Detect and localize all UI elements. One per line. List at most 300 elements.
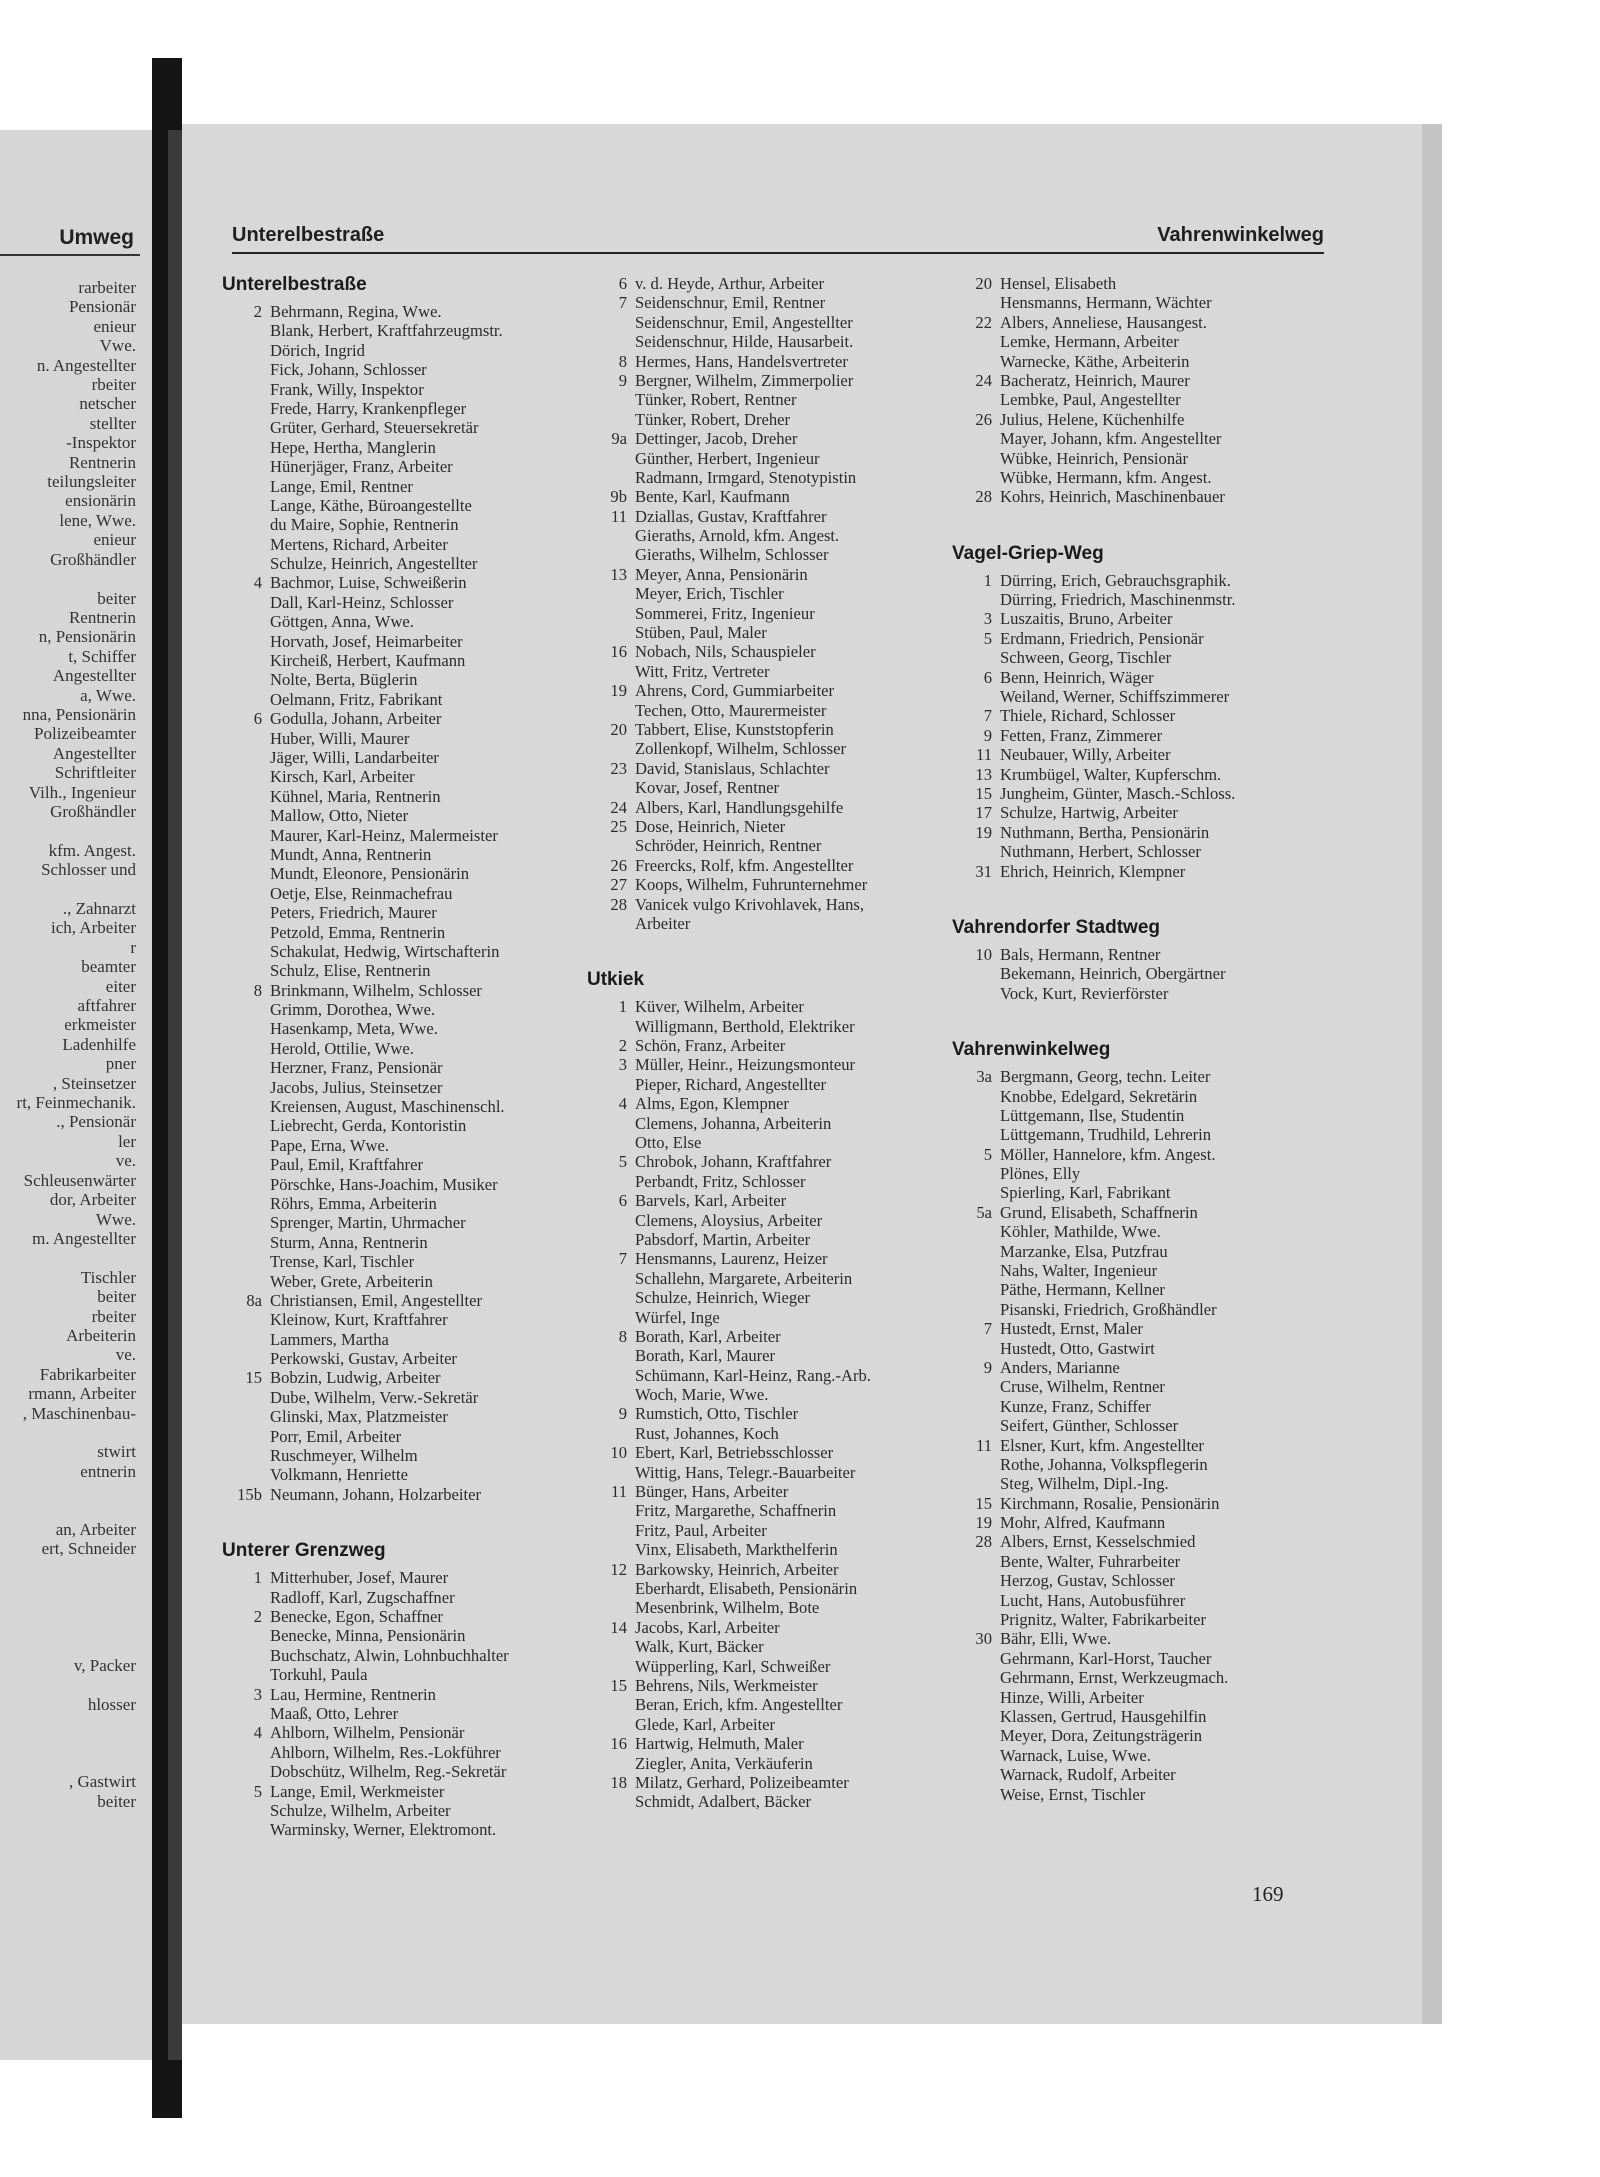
resident-entry	[952, 1494, 1312, 1513]
resident-entry	[587, 332, 947, 351]
resident-entry	[222, 845, 582, 864]
resident-text: Küver, Wilhelm, Arbeiter	[635, 997, 804, 1017]
street-section	[587, 969, 947, 1811]
house-number: 19	[975, 822, 992, 842]
resident-text: Lüttgemann, Ilse, Studentin	[1000, 1105, 1185, 1125]
house-number: 23	[610, 758, 627, 778]
resident-entry	[952, 1513, 1312, 1532]
running-head-left: Unterelbestraße	[232, 224, 385, 246]
left-page-line	[0, 1481, 136, 1500]
house-number	[222, 787, 270, 806]
resident-entry	[222, 1000, 582, 1019]
house-number: 5	[983, 628, 992, 648]
house-number	[587, 701, 635, 720]
house-number	[587, 1346, 635, 1365]
house-number: 8	[618, 351, 627, 371]
gutter-shadow	[168, 130, 182, 2060]
house-number: 5a	[976, 1202, 992, 1222]
street-section	[952, 543, 1312, 881]
resident-text: Dose, Heinrich, Nieter	[635, 816, 786, 836]
left-page-line: beamter	[81, 957, 136, 977]
left-page-line: Pensionär	[68, 297, 136, 317]
house-number: 15	[975, 1493, 992, 1513]
resident-text: Tünker, Robert, Rentner	[635, 390, 797, 410]
resident-text: Bals, Hermann, Rentner	[1000, 944, 1161, 964]
resident-text: Nuthmann, Bertha, Pensionärin	[1000, 822, 1210, 842]
resident-entry	[952, 1552, 1312, 1571]
resident-entry	[952, 1106, 1312, 1125]
resident-text: Vinx, Elisabeth, Markthelferin	[635, 1540, 838, 1560]
house-number	[952, 1377, 1000, 1396]
house-number	[952, 1688, 1000, 1707]
house-number: 9b	[610, 487, 627, 507]
resident-text: Glinski, Max, Platzmeister	[270, 1407, 448, 1427]
resident-entry	[587, 778, 947, 797]
resident-entry	[587, 1598, 947, 1617]
resident-text: Dziallas, Gustav, Kraftfahrer	[635, 506, 827, 526]
house-number	[587, 1230, 635, 1249]
resident-entry	[587, 720, 947, 739]
resident-text: Weise, Ernst, Tischler	[1000, 1784, 1146, 1804]
house-number	[952, 1455, 1000, 1474]
resident-text: Schulz, Elise, Rentnerin	[270, 961, 431, 981]
resident-text: Neubauer, Willy, Arbeiter	[1000, 745, 1171, 765]
resident-entry	[952, 1067, 1312, 1086]
resident-entry	[952, 1125, 1312, 1144]
resident-entry	[222, 321, 582, 340]
resident-text: Hustedt, Ernst, Maler	[1000, 1319, 1143, 1339]
house-number	[222, 1646, 270, 1665]
resident-text: Bergner, Wilhelm, Zimmerpolier	[635, 370, 854, 390]
house-number	[222, 496, 270, 515]
resident-text: Eberhardt, Elisabeth, Pensionärin	[635, 1579, 858, 1598]
resident-text: Nuthmann, Herbert, Schlosser	[1000, 842, 1201, 862]
left-page-line	[0, 569, 136, 588]
resident-entry	[952, 1164, 1312, 1183]
resident-text: Gieraths, Arnold, kfm. Angest.	[635, 526, 840, 546]
resident-entry	[587, 1443, 947, 1462]
resident-text: Perbandt, Fritz, Schlosser	[635, 1171, 806, 1191]
house-number	[587, 623, 635, 642]
house-number	[222, 651, 270, 670]
house-number	[952, 964, 1000, 983]
resident-text: Meyer, Dora, Zeitungsträgerin	[1000, 1726, 1203, 1746]
house-number	[587, 526, 635, 545]
resident-text: Herzog, Gustav, Schlosser	[1000, 1571, 1175, 1591]
house-number	[587, 1598, 635, 1617]
resident-text: Brinkmann, Wilhelm, Schlosser	[270, 980, 482, 1000]
resident-entry	[222, 1136, 582, 1155]
resident-entry	[952, 1261, 1312, 1280]
resident-entry	[222, 1155, 582, 1174]
house-number	[952, 1610, 1000, 1629]
resident-entry	[587, 1540, 947, 1559]
resident-entry	[587, 681, 947, 700]
resident-text: Trense, Karl, Tischler	[270, 1252, 415, 1272]
page-number: 169	[1252, 1882, 1284, 1906]
house-number: 15	[245, 1368, 262, 1388]
resident-text: Dube, Wilhelm, Verw.-Sekretär	[270, 1387, 479, 1407]
resident-text: Grimm, Dorothea, Wwe.	[270, 1000, 436, 1020]
resident-entry	[222, 1446, 582, 1465]
resident-entry	[222, 981, 582, 1000]
resident-text: Jäger, Willi, Landarbeiter	[270, 747, 439, 767]
house-number	[222, 1310, 270, 1329]
resident-text: Hensmanns, Hermann, Wächter	[1000, 293, 1212, 313]
resident-text: Meyer, Anna, Pensionärin	[635, 564, 808, 584]
house-number	[952, 1416, 1000, 1435]
left-page-line: t, Schiffer	[68, 646, 136, 666]
house-number	[222, 1116, 270, 1135]
house-number: 15b	[237, 1484, 262, 1504]
resident-text: Hustedt, Otto, Gastwirt	[1000, 1338, 1155, 1358]
house-number: 19	[610, 681, 627, 701]
resident-text: Thiele, Richard, Schlosser	[1000, 706, 1176, 726]
resident-entry	[952, 1280, 1312, 1299]
resident-text: Julius, Helene, Küchenhilfe	[1000, 409, 1185, 429]
resident-text: Herold, Ottilie, Wwe.	[270, 1038, 414, 1058]
house-number: 28	[975, 1532, 992, 1552]
resident-text: Behrmann, Regina, Wwe.	[270, 302, 442, 321]
house-number	[222, 1801, 270, 1820]
house-number: 8	[253, 980, 262, 1000]
house-number	[222, 923, 270, 942]
resident-text: Clemens, Aloysius, Arbeiter	[635, 1210, 823, 1230]
left-page-line: beiter	[97, 1287, 136, 1307]
left-page-line: ve.	[115, 1345, 136, 1365]
resident-entry	[222, 515, 582, 534]
house-number	[587, 1133, 635, 1152]
house-number	[222, 748, 270, 767]
house-number	[952, 1164, 1000, 1183]
resident-entry	[952, 1358, 1312, 1377]
house-number: 11	[611, 506, 627, 526]
resident-text: Hepe, Hertha, Manglerin	[270, 437, 436, 457]
resident-entry	[952, 1668, 1312, 1687]
left-page-line: rmann, Arbeiter	[28, 1384, 136, 1404]
resident-entry	[952, 1474, 1312, 1493]
street-section	[952, 1039, 1312, 1804]
resident-entry	[952, 468, 1312, 487]
house-number	[587, 1366, 635, 1385]
house-number	[222, 593, 270, 612]
resident-entry	[587, 293, 947, 312]
resident-text: Schmidt, Adalbert, Bäcker	[635, 1792, 812, 1812]
resident-text: Glede, Karl, Arbeiter	[635, 1714, 776, 1734]
house-number: 9	[983, 725, 992, 745]
resident-entry	[587, 1249, 947, 1268]
left-page-line: rt, Feinmechanik.	[16, 1093, 136, 1113]
street-heading: Unterer Grenzweg	[222, 1540, 386, 1562]
left-page-line: teilungsleiter	[47, 472, 136, 492]
resident-entry	[222, 535, 582, 554]
resident-text: Wittig, Hans, Telegr.-Bauarbeiter	[635, 1462, 856, 1482]
house-number	[222, 399, 270, 418]
house-number	[222, 612, 270, 631]
resident-entry	[952, 487, 1312, 506]
resident-text: Bente, Walter, Fuhrarbeiter	[1000, 1551, 1181, 1571]
resident-entry	[952, 648, 1312, 667]
resident-text: Mallow, Otto, Nieter	[270, 806, 409, 826]
left-page-line: Vwe.	[99, 336, 136, 356]
house-number	[222, 1194, 270, 1213]
resident-entry	[222, 1175, 582, 1194]
house-number: 3	[253, 1684, 262, 1704]
resident-text: Otto, Else	[635, 1133, 702, 1153]
house-number	[222, 942, 270, 961]
resident-entry	[587, 1346, 947, 1365]
house-number	[952, 1183, 1000, 1202]
resident-entry	[952, 590, 1312, 609]
resident-text: Grund, Elisabeth, Schaffnerin	[1000, 1202, 1198, 1222]
resident-text: Kovar, Josef, Rentner	[635, 778, 780, 798]
house-number	[952, 1300, 1000, 1319]
resident-entry	[222, 612, 582, 631]
resident-entry	[587, 1773, 947, 1792]
house-number	[952, 1261, 1000, 1280]
resident-text: Hensel, Elisabeth	[1000, 274, 1117, 293]
resident-text: Ziegler, Anita, Verkäuferin	[635, 1753, 813, 1773]
house-number: 11	[976, 1435, 992, 1455]
resident-text: Bähr, Elli, Wwe.	[1000, 1629, 1112, 1649]
house-number	[952, 1242, 1000, 1261]
house-number	[587, 1211, 635, 1230]
resident-text: Ahrens, Cord, Gummiarbeiter	[635, 681, 835, 701]
resident-text: Wübke, Hermann, kfm. Angest.	[1000, 467, 1212, 487]
column-2	[587, 274, 947, 1812]
resident-entry	[952, 1532, 1312, 1551]
resident-text: Buchschatz, Alwin, Lohnbuchhalter	[270, 1645, 509, 1665]
resident-entry	[952, 1203, 1312, 1222]
left-page-line: Vilh., Ingenieur	[28, 782, 136, 802]
resident-entry	[952, 803, 1312, 822]
resident-entry	[952, 352, 1312, 371]
resident-entry	[952, 1222, 1312, 1241]
resident-entry	[222, 961, 582, 980]
resident-text: Mundt, Anna, Rentnerin	[270, 844, 432, 864]
resident-entry	[587, 545, 947, 564]
house-number	[952, 842, 1000, 861]
resident-entry	[222, 302, 582, 321]
house-number	[587, 739, 635, 758]
left-page-line	[0, 1636, 136, 1655]
resident-entry	[587, 1792, 947, 1811]
left-page-line: ensionärin	[65, 491, 136, 511]
resident-text: Erdmann, Friedrich, Pensionär	[1000, 628, 1204, 648]
left-page-line: Schleusenwärter	[23, 1170, 136, 1190]
house-number: 5	[253, 1781, 262, 1801]
house-number	[952, 1106, 1000, 1125]
resident-entry	[222, 826, 582, 845]
house-number	[222, 1588, 270, 1607]
house-number: 12	[610, 1559, 627, 1579]
house-number	[587, 313, 635, 332]
resident-entry	[222, 632, 582, 651]
left-page-line: ich, Arbeiter	[51, 918, 136, 938]
resident-text: Kircheiß, Herbert, Kaufmann	[270, 651, 466, 671]
resident-entry	[222, 438, 582, 457]
house-number: 19	[975, 1513, 992, 1533]
resident-entry	[952, 1242, 1312, 1261]
left-page-line: n. Angestellter	[36, 355, 136, 375]
resident-text: Chrobok, Johann, Kraftfahrer	[635, 1152, 832, 1172]
resident-text: Warnecke, Käthe, Arbeiterin	[1000, 351, 1190, 371]
house-number	[222, 864, 270, 883]
resident-entry	[222, 1407, 582, 1426]
resident-entry	[587, 1172, 947, 1191]
resident-entry	[587, 1734, 947, 1753]
resident-text: Barkowsky, Heinrich, Arbeiter	[635, 1559, 839, 1579]
resident-entry	[222, 341, 582, 360]
left-page-line: Tischler	[80, 1267, 136, 1287]
resident-entry	[952, 1183, 1312, 1202]
left-page-line: , Maschinenbau-	[22, 1403, 136, 1423]
resident-entry	[587, 662, 947, 681]
house-number	[952, 687, 1000, 706]
resident-entry	[587, 895, 947, 914]
resident-entry	[952, 784, 1312, 803]
resident-text: v. d. Heyde, Arthur, Arbeiter	[635, 274, 825, 293]
resident-entry	[952, 1087, 1312, 1106]
left-page-line	[0, 1559, 136, 1578]
resident-entry	[222, 418, 582, 437]
resident-text: Mertens, Richard, Arbeiter	[270, 534, 448, 554]
resident-entry	[587, 487, 947, 506]
house-number: 10	[610, 1443, 627, 1463]
resident-text: Mundt, Eleonore, Pensionärin	[270, 864, 470, 884]
resident-text: Peters, Friedrich, Maurer	[270, 903, 437, 923]
house-number	[222, 1175, 270, 1194]
resident-text: Schulze, Wilhelm, Arbeiter	[270, 1800, 451, 1820]
resident-text: Nolte, Berta, Büglerin	[270, 670, 418, 690]
resident-text: Elsner, Kurt, kfm. Angestellter	[1000, 1435, 1204, 1455]
resident-entry	[587, 875, 947, 894]
resident-text: Benecke, Egon, Schaffner	[270, 1607, 443, 1626]
left-page-line	[0, 1675, 136, 1694]
resident-text: Albers, Anneliese, Hausangest.	[1000, 312, 1207, 332]
resident-entry	[222, 593, 582, 612]
resident-entry	[222, 748, 582, 767]
resident-text: Ahlborn, Wilhelm, Pensionär	[270, 1723, 465, 1743]
resident-text: Maaß, Otto, Lehrer	[270, 1703, 399, 1723]
resident-text: Borath, Karl, Arbeiter	[635, 1326, 781, 1346]
house-number	[587, 1385, 635, 1404]
resident-entry	[222, 1116, 582, 1135]
resident-entry	[952, 1629, 1312, 1648]
resident-entry	[587, 274, 947, 293]
resident-text: Hermes, Hans, Handelsvertreter	[635, 351, 848, 371]
house-number: 2	[618, 1036, 627, 1056]
resident-text: Prignitz, Walter, Fabrikarbeiter	[1000, 1610, 1206, 1630]
resident-entry	[587, 1308, 947, 1327]
resident-text: Kunze, Franz, Schiffer	[1000, 1396, 1151, 1416]
resident-text: Anders, Marianne	[1000, 1357, 1120, 1377]
resident-entry	[587, 1715, 947, 1734]
resident-text: Fritz, Margarethe, Schaffnerin	[635, 1501, 837, 1521]
resident-text: Vanicek vulgo Krivohlavek, Hans,	[635, 894, 865, 914]
resident-entry	[587, 1152, 947, 1171]
left-page-line: rbeiter	[91, 1306, 136, 1326]
resident-entry	[952, 1610, 1312, 1629]
resident-entry	[587, 604, 947, 623]
house-number	[222, 1078, 270, 1097]
resident-entry	[222, 787, 582, 806]
left-page-fragment	[0, 130, 168, 2060]
house-number	[222, 729, 270, 748]
house-number: 30	[975, 1629, 992, 1649]
resident-text: Beran, Erich, kfm. Angestellter	[635, 1695, 843, 1715]
house-number: 7	[983, 706, 992, 726]
resident-text: Mesenbrink, Wilhelm, Bote	[635, 1598, 820, 1618]
house-number	[222, 1330, 270, 1349]
resident-entry	[222, 1233, 582, 1252]
left-page-line	[0, 1501, 136, 1520]
resident-entry	[587, 1288, 947, 1307]
house-number	[587, 1695, 635, 1714]
house-number	[222, 418, 270, 437]
resident-text: Steg, Wilhelm, Dipl.-Ing.	[1000, 1474, 1169, 1494]
resident-text: Pisanski, Friedrich, Großhändler	[1000, 1299, 1217, 1319]
house-number	[952, 590, 1000, 609]
house-number	[222, 1427, 270, 1446]
resident-entry	[587, 1676, 947, 1695]
house-number	[222, 1155, 270, 1174]
resident-text: du Maire, Sophie, Rentnerin	[270, 515, 459, 535]
column-3	[952, 274, 1312, 1804]
resident-text: Radloff, Karl, Zugschaffner	[270, 1587, 455, 1607]
resident-entry	[222, 670, 582, 689]
resident-text: Lange, Emil, Rentner	[270, 476, 413, 496]
resident-text: Torkuhl, Paula	[270, 1665, 368, 1685]
resident-entry	[222, 729, 582, 748]
resident-text: Tabbert, Elise, Kunststopferin	[635, 719, 834, 739]
house-number	[222, 806, 270, 825]
left-page-line: enieur	[93, 316, 136, 336]
house-number: 25	[610, 816, 627, 836]
left-page-line: aftfahrer	[77, 996, 136, 1016]
house-number	[587, 1288, 635, 1307]
left-page-line: n, Pensionärin	[38, 627, 136, 647]
left-page-line: ., Pensionär	[56, 1112, 136, 1132]
resident-entry	[587, 565, 947, 584]
street-section	[587, 274, 947, 933]
resident-entry	[952, 1785, 1312, 1804]
house-number: 7	[618, 293, 627, 313]
house-number: 7	[618, 1249, 627, 1269]
house-number	[952, 1668, 1000, 1687]
left-page-line: entnerin	[80, 1461, 136, 1481]
resident-text: Dettinger, Jacob, Dreher	[635, 429, 798, 449]
resident-text: Stüben, Paul, Maler	[635, 623, 767, 643]
left-page-line: eiter	[105, 976, 136, 996]
resident-text: Seidenschnur, Hilde, Hausarbeit.	[635, 332, 854, 352]
resident-entry	[222, 380, 582, 399]
left-page-line: Rentnerin	[68, 452, 136, 472]
resident-text: Müller, Heinr., Heizungsmonteur	[635, 1055, 856, 1075]
house-number	[587, 1172, 635, 1191]
house-number	[222, 1097, 270, 1116]
resident-entry	[222, 1723, 582, 1742]
resident-entry	[222, 1465, 582, 1484]
resident-entry	[222, 1704, 582, 1723]
house-number	[587, 1715, 635, 1734]
house-number: 9a	[611, 429, 627, 449]
house-number	[222, 477, 270, 496]
resident-text: Oetje, Else, Reinmachefrau	[270, 883, 453, 903]
resident-text: Lembke, Paul, Angestellter	[1000, 390, 1181, 410]
resident-entry	[587, 1094, 947, 1113]
house-number	[222, 1058, 270, 1077]
